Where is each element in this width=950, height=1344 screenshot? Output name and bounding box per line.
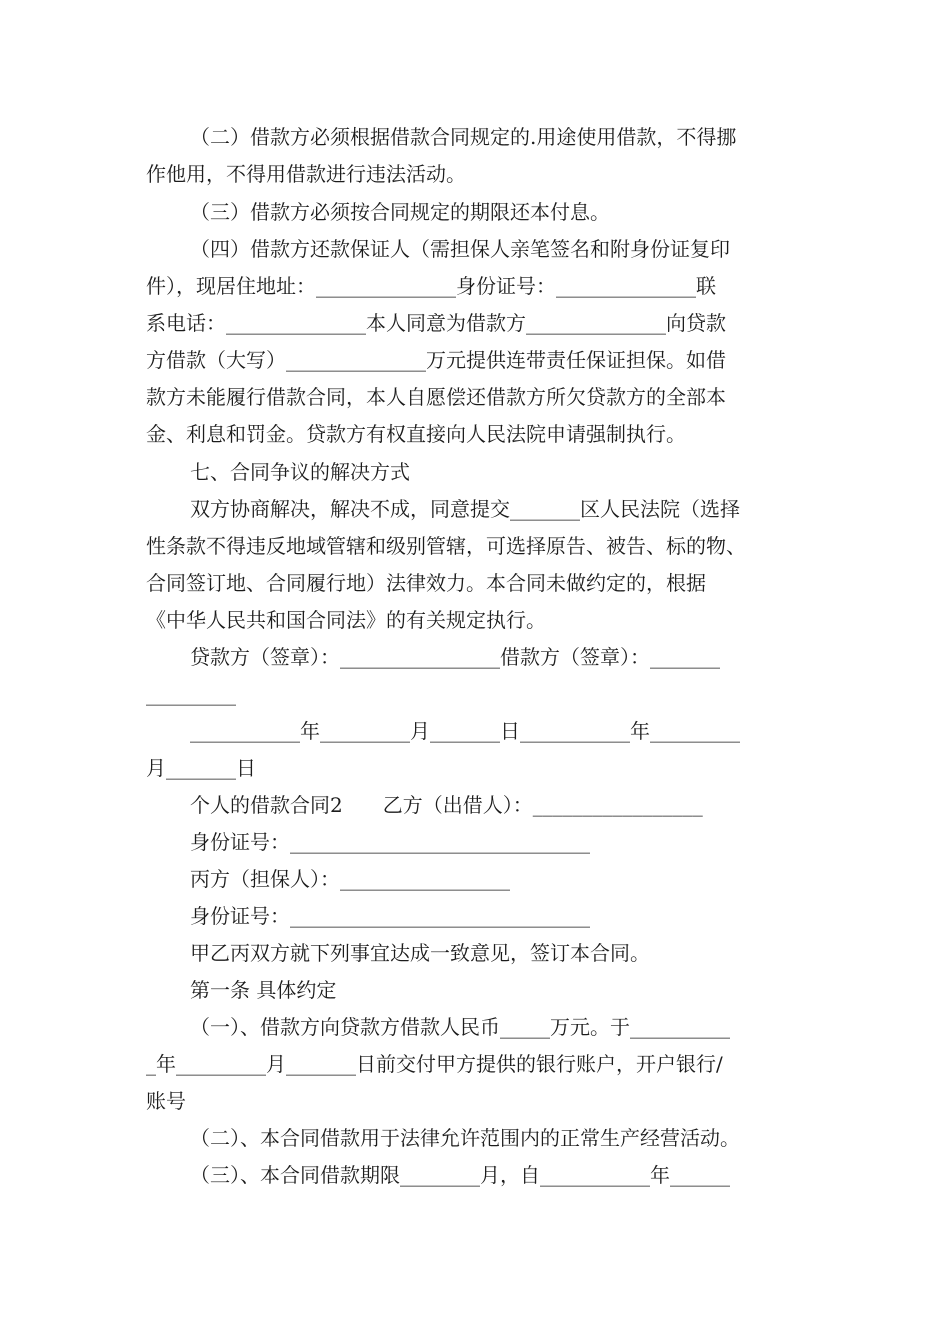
paragraph-line: 《中华人民共和国合同法》的有关规定执行。 [146, 608, 546, 632]
paragraph-line: 件），现居住地址：______________身份证号：______________联 [146, 274, 716, 298]
article-heading: 第一条 具体约定 [190, 978, 337, 1002]
section-heading: 七、合同争议的解决方式 [190, 460, 410, 484]
paragraph-line: 款方未能履行借款合同，本人自愿偿还借款方所欠贷款方的全部本 [146, 385, 726, 409]
paragraph-line: （三）、本合同借款期限________月，自___________年______ [190, 1163, 730, 1187]
paragraph-line: （二）、本合同借款用于法律允许范围内的正常生产经营活动。 [190, 1126, 740, 1150]
paragraph-line: 双方协商解决，解决不成，同意提交_______区人民法院（选择 [190, 497, 740, 521]
date-line: 月_______日 [146, 756, 256, 780]
paragraph-line: （二）借款方必须根据借款合同规定的.用途使用借款，不得挪 [190, 125, 737, 149]
paragraph-line: 作他用，不得用借款进行违法活动。 [146, 162, 466, 186]
form-field-line: 身份证号：______________________________ [190, 830, 590, 854]
paragraph-line: 性条款不得违反地域管辖和级别管辖，可选择原告、被告、标的物、 [146, 534, 746, 558]
paragraph-line: 合同签订地、合同履行地）法律效力。本合同未做约定的，根据 [146, 571, 706, 595]
paragraph-line: _年_________月_______日前交付甲方提供的银行账户，开户银行/ [146, 1052, 723, 1076]
signature-line: _________ [146, 682, 236, 706]
signature-line: 贷款方（签章）：________________借款方（签章）：_______ [190, 645, 720, 669]
contract-title-line: 个人的借款合同2 乙方（出借人）：_________________ [190, 793, 703, 817]
form-field-line: 丙方（担保人）：_________________ [190, 867, 510, 891]
date-line: ___________年_________月_______日___________年_________ [190, 719, 740, 743]
paragraph-line: 账号 [146, 1089, 186, 1113]
paragraph-line: 甲乙丙双方就下列事宜达成一致意见，签订本合同。 [190, 941, 650, 965]
paragraph-line: 金、利息和罚金。贷款方有权直接向人民法院申请强制执行。 [146, 422, 686, 446]
paragraph-line: （一）、借款方向贷款方借款人民币_____万元。于__________ [190, 1015, 730, 1039]
paragraph-line: 系电话：______________本人同意为借款方______________向贷款 [146, 311, 726, 335]
paragraph-line: 方借款（大写）______________万元提供连带责任保证担保。如借 [146, 348, 726, 372]
form-field-line: 身份证号：______________________________ [190, 904, 590, 928]
paragraph-line: （三）借款方必须按合同规定的期限还本付息。 [190, 200, 610, 224]
paragraph-line: （四）借款方还款保证人（需担保人亲笔签名和附身份证复印 [190, 237, 730, 261]
